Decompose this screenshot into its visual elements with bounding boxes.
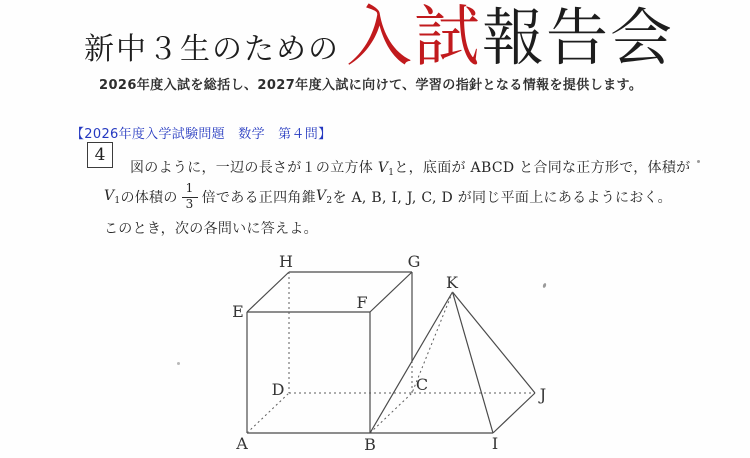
vertex-label-E: E <box>232 302 244 321</box>
title-emphasis: 入試 <box>346 0 482 75</box>
edge-I-J <box>493 393 535 433</box>
vertex-label-K: K <box>446 273 458 292</box>
problem-number: 4 <box>94 145 106 165</box>
vertex-label-F: F <box>356 293 368 312</box>
vertex-label-A: A <box>236 434 248 453</box>
math-var-v1-line2: $V_1$ <box>104 188 121 206</box>
math-var-v1: $V_1$ <box>377 160 395 178</box>
edge-K-B <box>370 292 453 433</box>
vertex-label-I: I <box>491 434 499 453</box>
edge-G-F <box>370 272 412 312</box>
vertex-label-G: G <box>407 252 421 271</box>
line1-text-a: 図のように，一辺の長さが１の立方体 <box>130 160 378 176</box>
vertex-label-H: H <box>279 252 293 271</box>
scan-speck <box>697 160 700 163</box>
section-heading: 【2026年度入学試験問題 数学 第４問】 <box>71 127 332 142</box>
line1-text-b: と，底面が ABCD と合同な正方形で，体積が <box>394 160 691 176</box>
vertex-label-B: B <box>364 435 376 454</box>
vertex-label-C: C <box>415 375 429 394</box>
fraction-numerator: 1 <box>182 182 198 197</box>
subtitle: 2026年度入試を総括し、2027年度入試に向けて、学習の指針となる情報を提供します。 <box>99 78 643 93</box>
fraction-denominator: 3 <box>185 197 194 211</box>
line2-text-a: の体積の <box>120 190 178 206</box>
title-suffix: 報告会 <box>482 1 675 74</box>
edge-B-C-hidden <box>370 393 412 433</box>
vertex-label-J: J <box>539 385 547 404</box>
problem-line-3: このとき，次の各問いに答えよ。 <box>104 221 318 237</box>
edge-K-I <box>453 292 494 433</box>
math-var-v2: $V_2$ <box>316 188 333 206</box>
edge-A-D-hidden <box>247 393 289 433</box>
vertex-label-D: D <box>271 380 285 399</box>
scan-speck <box>177 362 180 365</box>
line2-text-b: 倍である正四角錐 <box>201 190 316 206</box>
title-prefix: 新中３生のための <box>84 32 340 67</box>
edge-K-J <box>453 292 536 393</box>
line2-text-c: を A, B, I, J, C, D が同じ平面上にあるようにおく。 <box>332 190 672 206</box>
edge-E-H <box>247 272 289 312</box>
